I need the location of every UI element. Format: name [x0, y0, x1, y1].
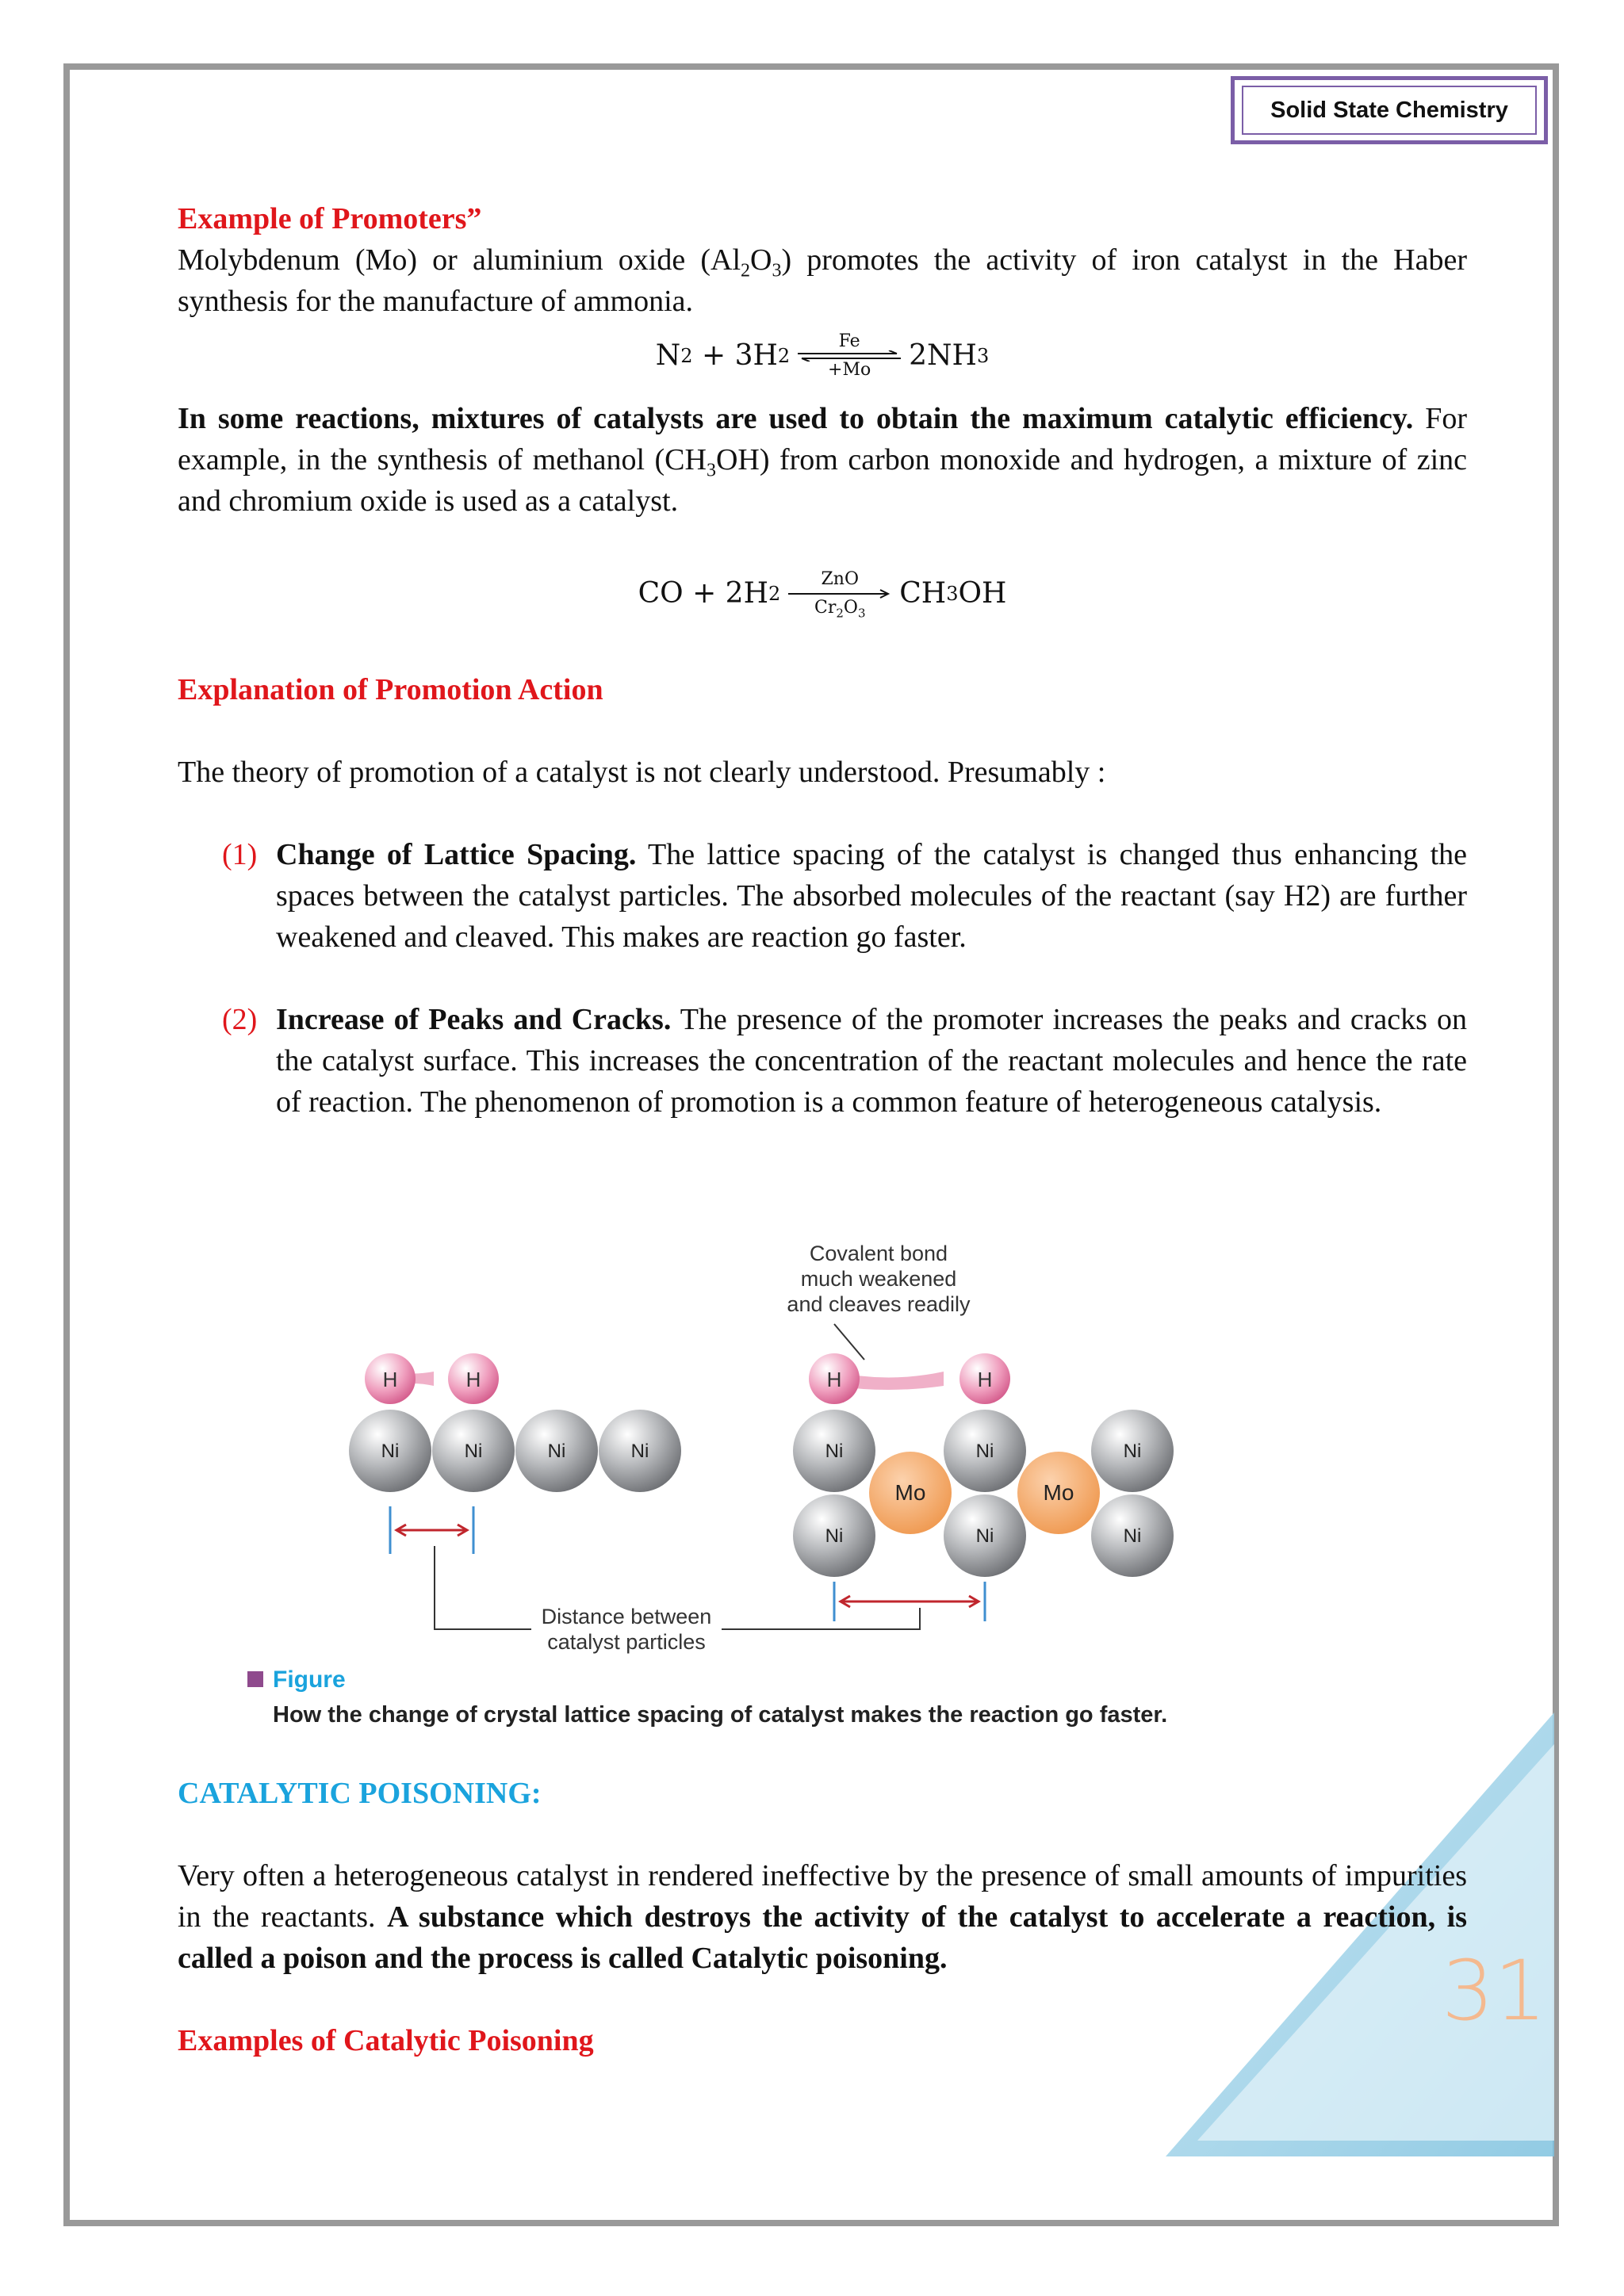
promoters-text: Molybdenum (Mo) or aluminium oxide $(Al_2O_3)$ promotes the activity of iron catalyst in the Haber synthesis for the manufacture of ammonia.	[178, 243, 1467, 318]
header-title: Solid State Chemistry	[1242, 86, 1537, 135]
svg-text:Ni: Ni	[547, 1441, 566, 1462]
caption-square-icon	[247, 1671, 263, 1687]
ni-atom	[944, 1410, 1026, 1492]
page-frame-top	[68, 63, 1559, 70]
equilibrium-arrow: Fe +Mo	[798, 333, 901, 379]
ni-atom	[1091, 1494, 1174, 1577]
annotation-line-2: much weakened	[800, 1267, 957, 1291]
list-number: (2)	[222, 1003, 258, 1036]
svg-text:Ni: Ni	[630, 1441, 649, 1462]
svg-text:Mo: Mo	[1043, 1480, 1074, 1505]
mo-atom	[1017, 1452, 1100, 1534]
distance-label-1: Distance between	[541, 1605, 712, 1628]
svg-text:Ni: Ni	[975, 1525, 994, 1547]
connector-line	[722, 1608, 920, 1629]
list-text: Increase of Peaks and Cracks. The presence of the promoter increases the peaks and cracks on the catalyst surface. This increases the concentration of the reactant molecules and hence the rate of reaction. The phenomenon of promotion is a common feature of heterogeneous catalysis.	[276, 1003, 1467, 1119]
svg-text:H: H	[977, 1368, 993, 1391]
ni-atom	[599, 1410, 681, 1492]
poisoning-section	[178, 1773, 1467, 2061]
ni-atom	[944, 1494, 1026, 1577]
svg-text:Ni: Ni	[825, 1525, 844, 1547]
right-arrow-icon	[788, 589, 891, 599]
figure-caption-text: How the change of crystal lattice spacing of catalyst makes the reaction go faster.	[273, 1702, 1168, 1728]
page-frame-bottom	[68, 2220, 1559, 2226]
equation-haber: N 2 + 3H 2 Fe +Mo 2NH 3	[655, 331, 990, 380]
ni-atom	[793, 1410, 875, 1492]
equation-methanol: CO + 2H 2 ZnO $Cr_2O_3$ CH 3 OH	[638, 569, 1007, 621]
svg-text:H: H	[826, 1368, 842, 1391]
h-atom	[365, 1353, 416, 1404]
ni-atom	[515, 1410, 598, 1492]
ni-atom	[349, 1410, 431, 1492]
list-number: (1)	[222, 838, 258, 871]
svg-text:Mo: Mo	[894, 1480, 926, 1505]
svg-text:Ni: Ni	[464, 1441, 483, 1462]
mixture-paragraph: In some reactions, mixtures of catalysts are used to obtain the maximum catalytic efficiency. For example, in the synthesis of methanol $(CH_3OH)$ from carbon monoxide and hydrogen, a mixture of zinc and chromium oxide is used as a catalyst.	[178, 402, 1468, 518]
poisoning-heading: CATALYTIC POISONING:	[178, 1777, 542, 1810]
h-atom	[809, 1353, 860, 1404]
list-item	[222, 999, 1467, 1123]
lattice-spacing-figure	[238, 1221, 1316, 1728]
mo-atom	[869, 1452, 952, 1534]
page-number: 31	[1442, 1942, 1547, 2039]
svg-text:Ni: Ni	[975, 1441, 994, 1462]
reaction-arrow: ZnO $Cr_2O_3$	[788, 570, 891, 618]
explanation-heading: Explanation of Promotion Action	[178, 673, 603, 706]
distance-label-2: catalyst particles	[547, 1630, 706, 1654]
list-item	[222, 834, 1467, 958]
explanation-text: The theory of promotion of a catalyst is not clearly understood. Presumably :	[178, 756, 1106, 789]
page-frame-left	[63, 63, 70, 2226]
poisoning-examples-heading: Examples of Catalytic Poisoning	[178, 2024, 594, 2057]
svg-text:H: H	[465, 1368, 481, 1391]
connector-line	[435, 1546, 531, 1629]
ni-atom	[793, 1494, 875, 1577]
main-content	[178, 198, 1467, 1123]
annotation-line-3: and cleaves readily	[787, 1292, 971, 1316]
h-atom	[448, 1353, 499, 1404]
svg-text:Ni: Ni	[1123, 1525, 1142, 1547]
double-arrow-icon	[841, 1596, 979, 1607]
h-atom	[959, 1353, 1010, 1404]
header-box	[1231, 76, 1548, 144]
ni-atom	[1091, 1410, 1174, 1492]
annotation-line-1: Covalent bond	[809, 1242, 948, 1265]
svg-text:Ni: Ni	[825, 1441, 844, 1462]
figure-caption-title: Figure	[273, 1667, 346, 1693]
svg-text:Ni: Ni	[381, 1441, 400, 1462]
poisoning-paragraph: Very often a heterogeneous catalyst in rendered ineffective by the presence of small amounts of impurities in the reactants. A substance which destroys the activity of the catalyst to accelerate a reaction, is called a poison and the process is called Catalytic poisoning.	[178, 1859, 1467, 1975]
svg-text:Ni: Ni	[1123, 1441, 1142, 1462]
svg-text:H: H	[382, 1368, 398, 1391]
ni-atom	[432, 1410, 515, 1492]
list-text: Change of Lattice Spacing. The lattice spacing of the catalyst is changed thus enhancing the spaces between the catalyst particles. The absorbed molecules of the reactant (say H2) are further weakened and cleaved. This makes are reaction go faster.	[276, 838, 1468, 954]
double-arrow-icon	[396, 1525, 467, 1536]
promoters-heading: Example of Promoters”	[178, 202, 482, 235]
